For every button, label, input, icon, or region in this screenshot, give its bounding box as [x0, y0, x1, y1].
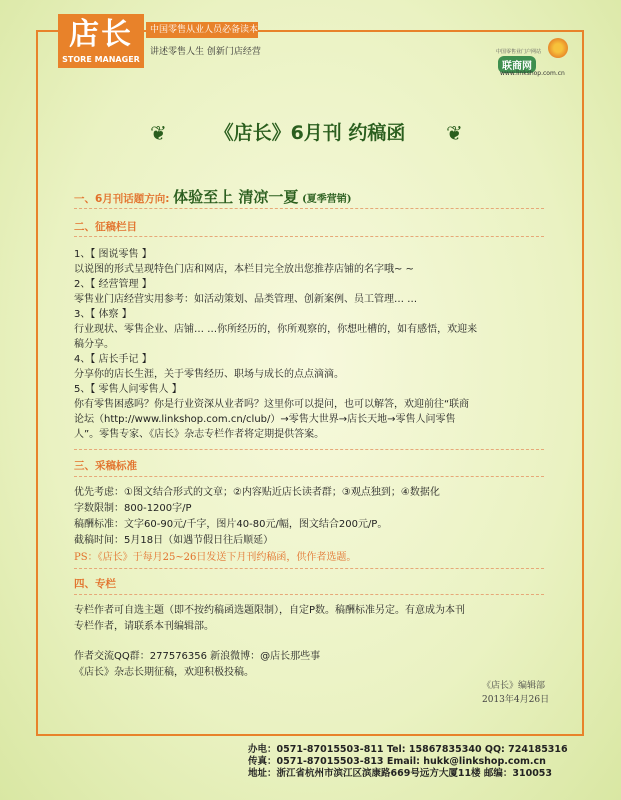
brand-name: 联商网 [498, 56, 536, 73]
contact-line: 作者交流QQ群：277576356 新浪微博：@店长那些事 [74, 651, 321, 662]
section3-line: 优先考虑：①图文结合形式的文章；②内容贴近店长读者群；③观点独到；④数据化 [74, 487, 440, 498]
section2-line: 稿分享。 [74, 339, 114, 350]
divider [74, 476, 544, 477]
logo-main-text: 店长 [69, 17, 133, 52]
footer-address: 地址：浙江省杭州市滨江区滨康路669号远方大厦11楼 邮编：310053 [248, 768, 553, 779]
section4-heading: 四、专栏 [74, 578, 116, 590]
section2-line: 1、【 图说零售 】 [74, 249, 152, 260]
section2-line: 5、【 零售人问零售人 】 [74, 384, 182, 395]
ps-note: PS：《店长》于每月25~26日发送下月刊约稿函，供作者选题。 [74, 552, 357, 563]
section1-sub: (夏季营销) [302, 194, 352, 205]
brand-url: www.linkshop.com.cn [500, 70, 565, 77]
store-manager-logo [58, 14, 144, 68]
section1-topic: 体验至上 清凉一夏 [173, 188, 299, 206]
section3-heading: 三、采稿标准 [74, 460, 137, 472]
section2-heading: 二、征稿栏目 [74, 221, 137, 233]
section2-line: 分享你的店长生涯，关于零售经历、职场与成长的点点滴滴。 [74, 369, 344, 380]
section2-line: 论坛（http://www.linkshop.com.cn/club/）→零售大世界→店长天地→零售人问零售 [74, 414, 456, 425]
section1-heading [74, 186, 352, 207]
footer-phone: 办电：0571-87015503-811 Tel: 15867835340 QQ: 724185316 [248, 744, 568, 755]
footer-fax: 传真：0571-87015503-813 Email: hukk@linkshop.com.cn [248, 756, 546, 767]
section2-line: 行业现状、零售企业、店铺… …你所经历的，你所观察的，你想吐槽的，如有感悟，欢迎来 [74, 324, 478, 335]
contact-line: 《店长》杂志长期征稿，欢迎积极投稿。 [74, 667, 254, 678]
linkshop-logo [496, 38, 574, 78]
signature-date: 2013年4月26日 [482, 695, 550, 705]
tagline-top: 中国零售从业人员必备读本 [146, 22, 258, 38]
divider [74, 449, 544, 450]
section2-line: 3、【 体察 】 [74, 309, 132, 320]
section2-line: 零售业门店经营实用参考：如活动策划、品类管理、创新案例、员工管理… … [74, 294, 418, 305]
section3-line: 字数限制：800-1200字/P [74, 503, 192, 514]
section1-label: 一、6月刊话题方向: [74, 193, 170, 205]
divider [74, 208, 544, 209]
section3-line: 稿酬标准：文字60-90元/千字，图片40-80元/幅，图文结合200元/P。 [74, 519, 388, 530]
logo-sub-text: STORE MANAGER [62, 55, 140, 64]
section4-line: 专栏作者，请联系本刊编辑部。 [74, 621, 214, 632]
section2-line: 2、【 经营管理 】 [74, 279, 152, 290]
section3-line: 截稿时间：5月18日（如遇节假日往后顺延） [74, 535, 274, 546]
section4-line: 专栏作者可自选主题（即不按约稿函选题限制），自定P数。稿酬标准另定。有意成为本刊 [74, 605, 466, 616]
divider [74, 568, 544, 569]
divider [74, 594, 544, 595]
section2-line: 4、【 店长手记 】 [74, 354, 152, 365]
brand-top-text: 中国零售业门户网站 [496, 49, 542, 55]
sun-icon [548, 38, 568, 58]
signature-dept: 《店长》编辑部 [482, 681, 546, 691]
tagline-bottom: 讲述零售人生 创新门店经营 [150, 47, 261, 57]
right-flourish-icon: ❦ [446, 121, 463, 145]
page-title: 《店长》6月刊 约稿函 [214, 122, 406, 144]
title-row [150, 118, 470, 148]
section2-line: 以说图的形式呈现特色门店和网店，本栏目完全放出您推荐店铺的名字哦~ ~ [74, 264, 414, 275]
section2-line: 人”。零售专家、《店长》杂志专栏作者将定期提供答案。 [74, 429, 325, 440]
divider [74, 236, 544, 237]
left-flourish-icon: ❦ [150, 121, 167, 145]
section2-line: 你有零售困惑吗？你是行业资深从业者吗？这里你可以提问，也可以解答，欢迎前往“联商 [74, 399, 470, 410]
